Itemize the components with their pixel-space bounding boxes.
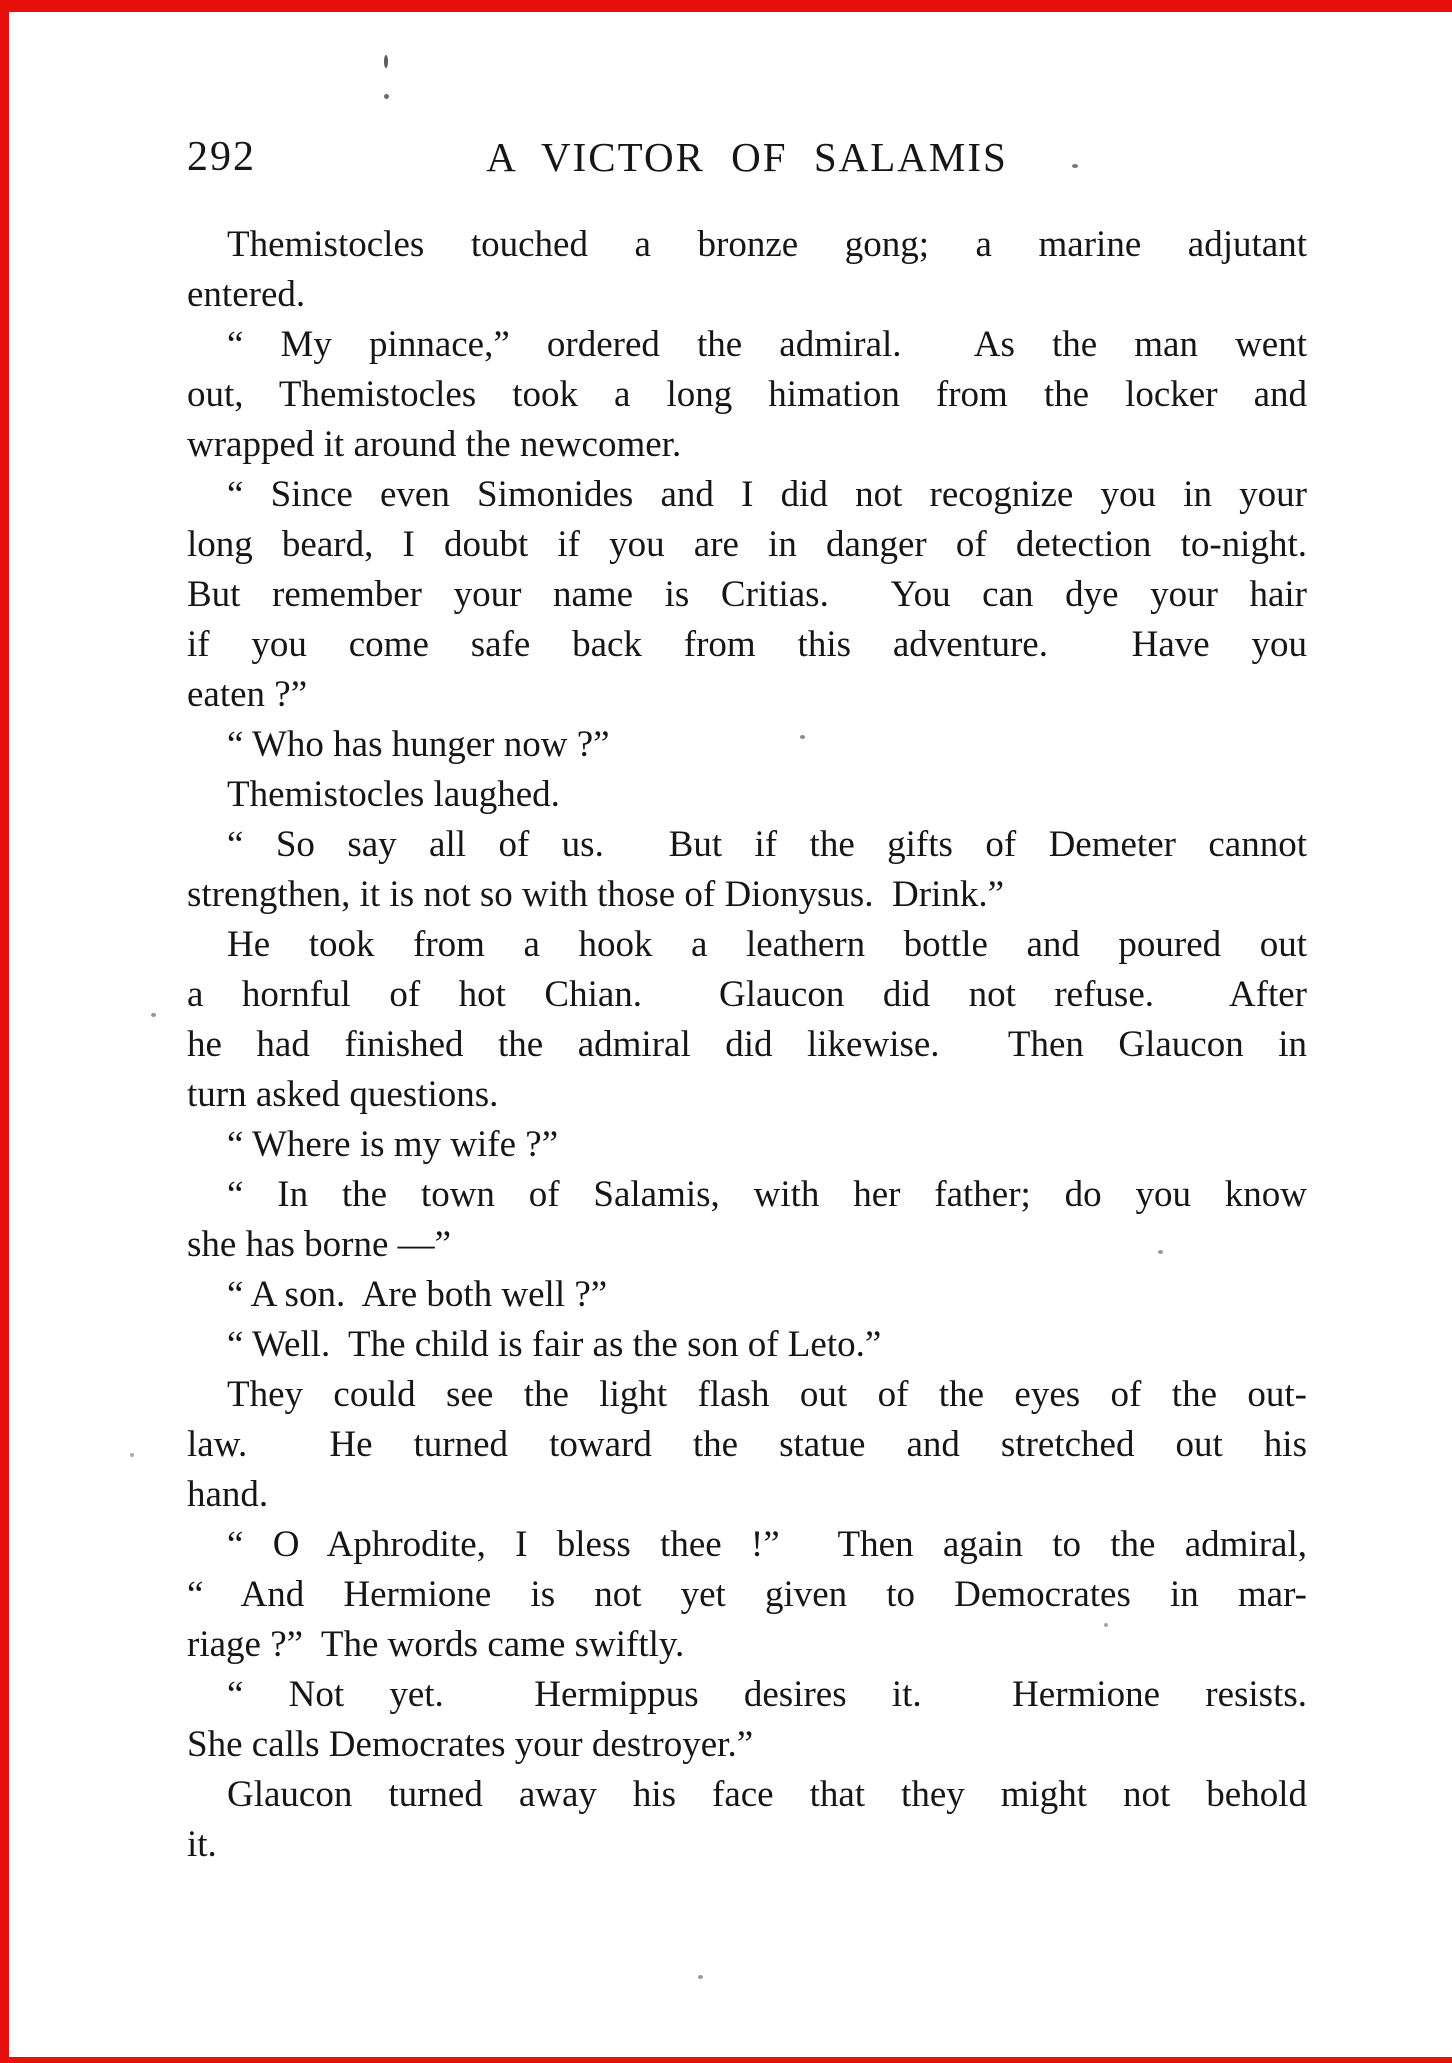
scan-speck bbox=[1104, 1623, 1108, 1627]
text-line: “ So say all of us. But if the gifts of Demeter cannot bbox=[227, 824, 1307, 865]
text-line: “ Where is my wife ?” bbox=[227, 1124, 559, 1165]
scan-speck bbox=[698, 1975, 703, 1979]
scan-edge-left bbox=[0, 0, 9, 2063]
text-line: “ Not yet. Hermippus desires it. Hermione resists. bbox=[227, 1674, 1307, 1715]
scan-speck bbox=[151, 1013, 156, 1017]
text-line: she has borne —” bbox=[187, 1224, 452, 1265]
scan-speck bbox=[130, 1453, 134, 1457]
text-line: long beard, I doubt if you are in danger of detection to-night. bbox=[187, 524, 1307, 565]
text-line: strengthen, it is not so with those of Dionysus. Drink.” bbox=[187, 874, 1005, 915]
scan-speck bbox=[1158, 1250, 1163, 1254]
scan-speck bbox=[800, 735, 805, 739]
text-line: They could see the light flash out of the eyes of the out- bbox=[227, 1374, 1307, 1415]
running-title: A VICTOR OF SALAMIS bbox=[486, 134, 1008, 180]
text-line: law. He turned toward the statue and stretched out his bbox=[187, 1424, 1307, 1465]
text-line: riage ?” The words came swiftly. bbox=[187, 1624, 685, 1665]
text-line: He took from a hook a leathern bottle and poured out bbox=[227, 924, 1307, 965]
text-line: Themistocles laughed. bbox=[227, 774, 560, 815]
text-line: “ A son. Are both well ?” bbox=[227, 1274, 608, 1315]
text-line: But remember your name is Critias. You can dye your hair bbox=[187, 574, 1307, 615]
text-line: Themistocles touched a bronze gong; a marine adjutant bbox=[227, 224, 1307, 265]
text-line: She calls Democrates your destroyer.” bbox=[187, 1724, 754, 1765]
text-line: “ O Aphrodite, I bless thee !” Then again to the admiral, bbox=[227, 1524, 1307, 1565]
text-line: “ Well. The child is fair as the son of Leto.” bbox=[227, 1324, 882, 1365]
scan-speck bbox=[384, 55, 388, 68]
text-line: it. bbox=[187, 1824, 217, 1865]
text-line: wrapped it around the newcomer. bbox=[187, 424, 682, 465]
text-line: “ Who has hunger now ?” bbox=[227, 724, 610, 765]
running-header bbox=[187, 133, 1307, 181]
text-line: hand. bbox=[187, 1474, 269, 1515]
scan-edge-bottom bbox=[0, 2057, 1452, 2063]
text-line: “ And Hermione is not yet given to Democrates in mar- bbox=[187, 1574, 1307, 1615]
scan-edge-top bbox=[0, 0, 1452, 12]
text-line: if you come safe back from this adventure. Have you bbox=[187, 624, 1307, 665]
text-line: “ In the town of Salamis, with her father; do you know bbox=[227, 1174, 1307, 1215]
text-line: Glaucon turned away his face that they might not behold bbox=[227, 1774, 1307, 1815]
text-line: eaten ?” bbox=[187, 674, 308, 715]
scan-speck bbox=[384, 94, 389, 99]
text-line: turn asked questions. bbox=[187, 1074, 499, 1115]
page-number: 292 bbox=[187, 134, 256, 180]
text-line: he had finished the admiral did likewise. Then Glaucon in bbox=[187, 1024, 1307, 1065]
body-text bbox=[187, 220, 1307, 1870]
scan-speck bbox=[1072, 164, 1078, 168]
text-line: a hornful of hot Chian. Glaucon did not refuse. After bbox=[187, 974, 1307, 1015]
text-line: entered. bbox=[187, 274, 306, 315]
text-line: “ My pinnace,” ordered the admiral. As the man went bbox=[227, 324, 1307, 365]
text-line: “ Since even Simonides and I did not recognize you in your bbox=[227, 474, 1307, 515]
text-line: out, Themistocles took a long himation from the locker and bbox=[187, 374, 1307, 415]
